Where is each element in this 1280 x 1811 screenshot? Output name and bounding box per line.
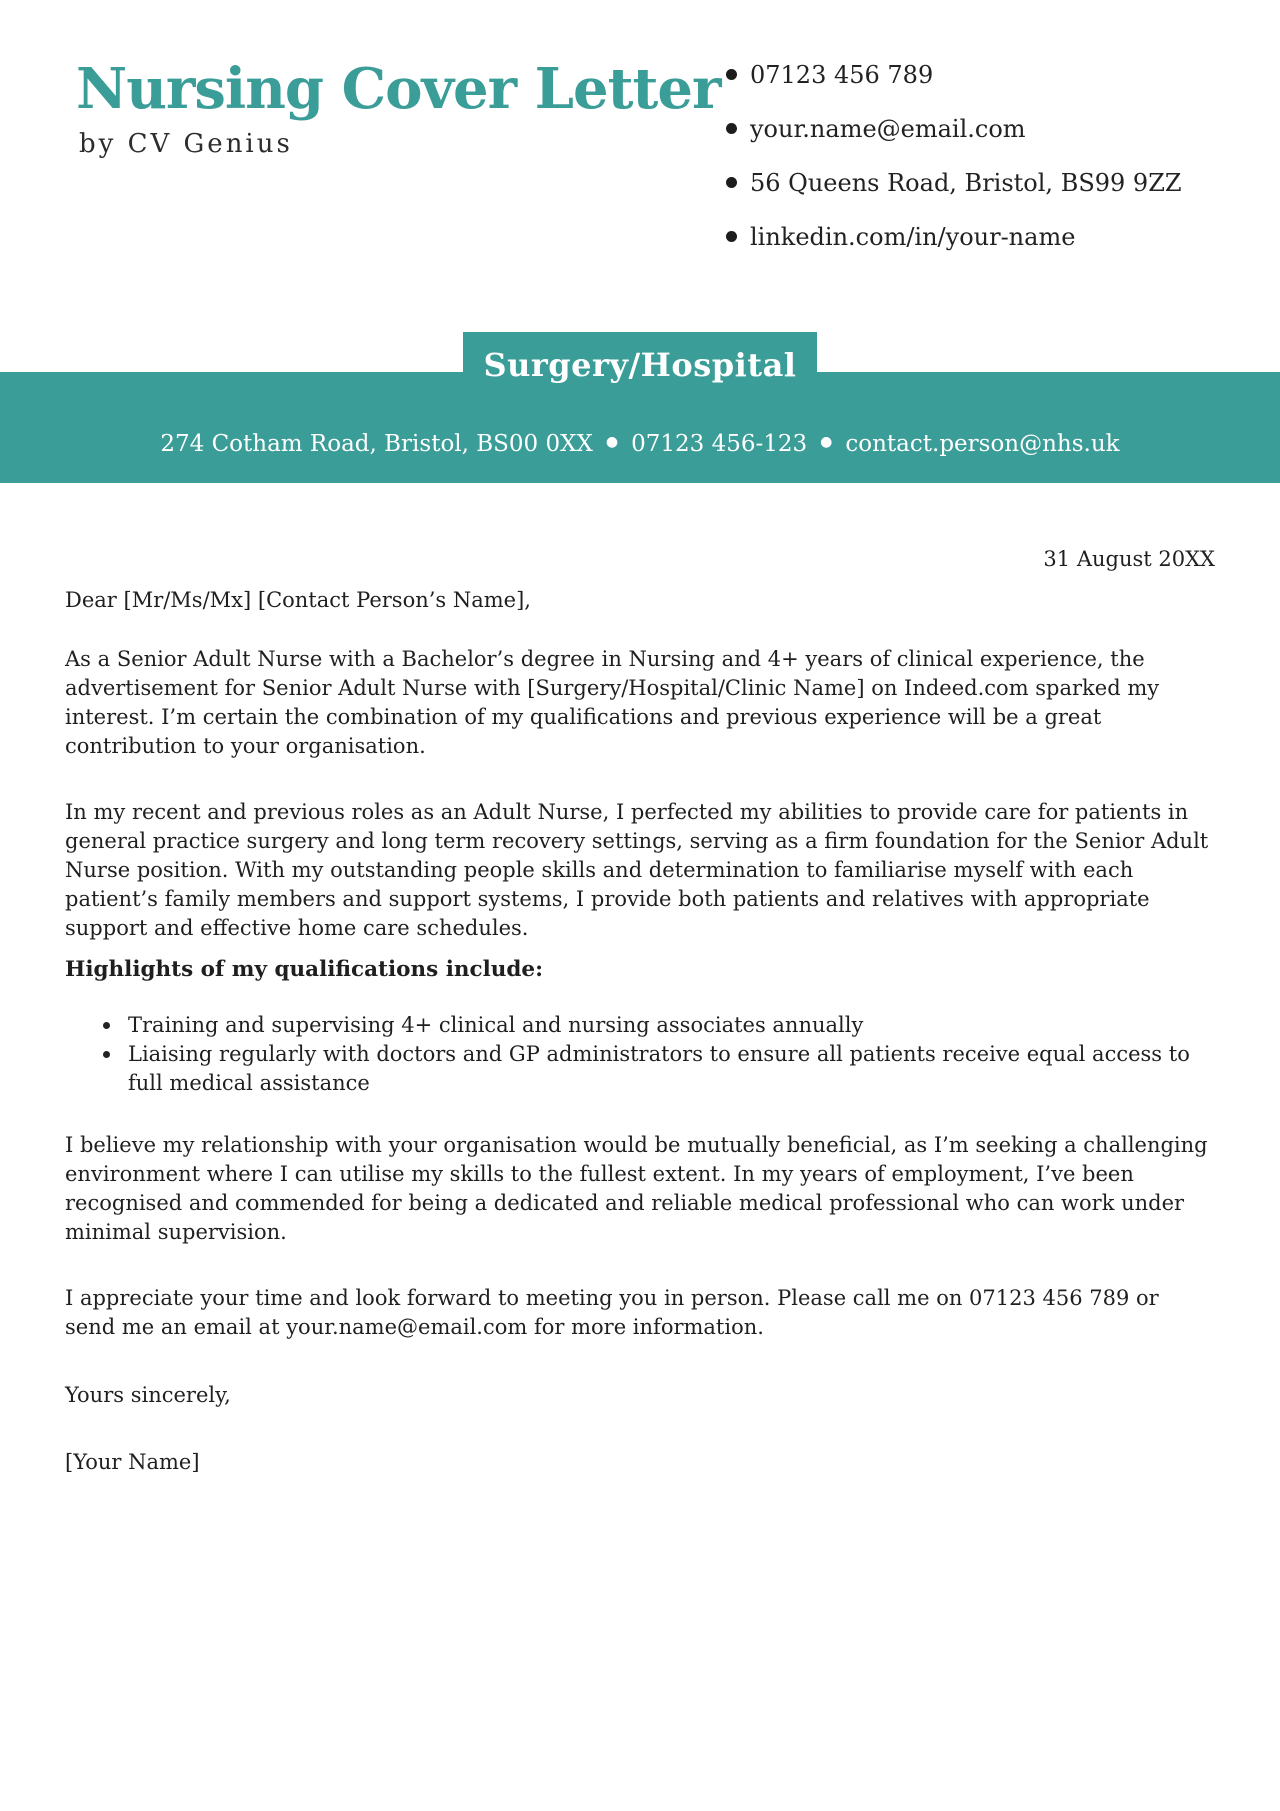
contact-item-phone [726,62,1182,87]
contact-list [726,62,1182,278]
recipient-banner [0,332,1280,483]
bullet-icon [726,69,737,80]
title-block [76,58,721,159]
paragraph-closing: I appreciate your time and look forward to meeting you in person. Please call me on 07123 456 789 or send me an email at your.name@email.com for more information. [65,1286,1159,1339]
highlight-item: Training and supervising 4+ clinical and nursing associates annually [65,1011,1215,1040]
contact-linkedin: linkedin.com/in/your-name [750,222,1076,251]
recipient-name: Surgery/Hospital [483,346,797,384]
paragraph-intro: As a Senior Adult Nurse with a Bachelor’s degree in Nursing and 4+ years of clinical experience, the advertisement for Senior Adult Nurse with [Surgery/Hospital/Clinic Name] on Indeed.com sparked my interest. I’m certain the combination of my qualifications and previous experience will be a great contribution to your organisation. [65,647,1160,758]
recipient-band [0,372,1280,483]
highlights-heading: Highlights of my qualifications include: [65,957,544,982]
page-subtitle: by CV Genius [79,128,293,159]
paragraph-value: I believe my relationship with your organisation would be mutually beneficial, as I’m seeking a challenging environment where I can utilise my skills to the fullest extent. In my years of employment, I’ve been recognised and commended for being a dedicated and reliable medical professional who can work under minimal supervision. [65,1133,1208,1244]
letter-body [0,545,1280,1477]
salutation: Dear [Mr/Ms/Mx] [Contact Person’s Name], [65,588,531,612]
highlights-list [65,1011,1215,1098]
recipient-tab [463,332,817,388]
highlight-item: Liaising regularly with doctors and GP administrators to ensure all patients receive equal access to full medical assistance [65,1040,1215,1098]
contact-email: your.name@email.com [750,114,1026,143]
header [0,0,1280,332]
bullet-icon [726,231,737,242]
signoff: Yours sincerely, [65,1383,231,1407]
recipient-phone: 07123 456-123 [631,430,808,457]
contact-address: 56 Queens Road, Bristol, BS99 9ZZ [750,168,1182,197]
contact-phone: 07123 456 789 [750,60,934,89]
letter-date: 31 August 20XX [1043,547,1215,571]
contact-item-linkedin [726,224,1182,249]
contact-item-email [726,116,1182,141]
recipient-address: 274 Cotham Road, Bristol, BS00 0XX [160,430,593,457]
signature: [Your Name] [65,1450,200,1474]
page-title: Nursing Cover Letter [76,56,721,122]
separator-dot-icon: ● [605,433,619,450]
bullet-icon [726,177,737,188]
recipient-email: contact.person@nhs.uk [845,430,1120,457]
separator-dot-icon: ● [820,433,833,450]
bullet-icon [726,123,737,134]
paragraph-experience: In my recent and previous roles as an Adult Nurse, I perfected my abilities to provide care for patients in general practice surgery and long term recovery settings, serving as a firm foundation for the Senior Adult Nurse position. With my outstanding people skills and determination to familiarise myself with each patient’s family members and support systems, I provide both patients and relatives with appropriate support and effective home care schedules. [65,800,1209,940]
contact-item-address [726,170,1182,195]
